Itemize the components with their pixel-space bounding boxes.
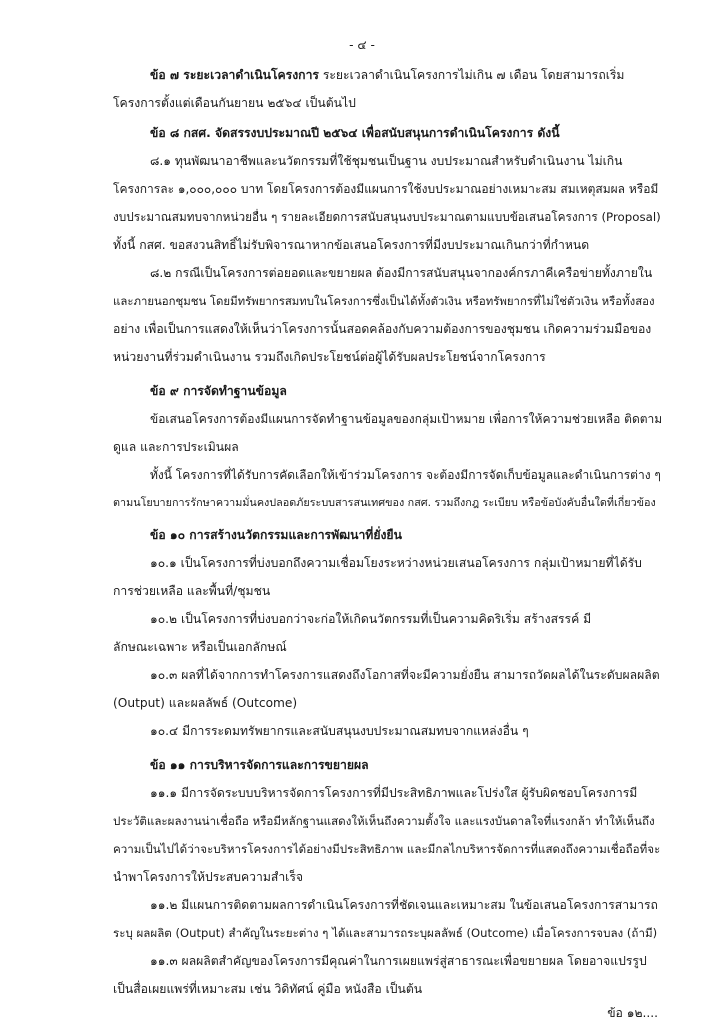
clause-8-1-line: ทั้งนี้ กสศ. ขอสงวนสิทธิ์ไม่รับพิจารณาหากข้อเสนอโครงการที่มีงบประมาณเกินกว่าที่กำหนด xyxy=(113,238,590,252)
clause-9-line: ทั้งนี้ โครงการที่ได้รับการคัดเลือกให้เข้าร่วมโครงการ จะต้องมีการจัดเก็บข้อมูลและดำเนินการต่าง ๆ xyxy=(150,468,661,482)
clause-11-heading: ข้อ ๑๑ การบริหารจัดการและการขยายผล xyxy=(150,758,369,772)
clause-10-4-line: ๑๐.๔ มีการระดมทรัพยากรและสนับสนุนงบประมาณสมทบจากแหล่งอื่น ๆ xyxy=(150,724,529,738)
clause-11-3-line: ๑๑.๓ ผลผลิตสำคัญของโครงการมีคุณค่าในการเผยแพร่สู่สาธารณะเพื่อขยายผล โดยอาจแปรรูป xyxy=(150,954,647,968)
page-number: - ๔ - xyxy=(349,38,375,52)
clause-11-2-line: ๑๑.๒ มีแผนการติดตามผลการดำเนินโครงการที่ชัดเจนและเหมาะสม ในข้อเสนอโครงการสามารถ xyxy=(150,898,658,912)
clause-10-2-line: ๑๐.๒ เป็นโครงการที่บ่งบอกว่าจะก่อให้เกิดนวัตกรรมที่เป็นความคิดริเริ่ม สร้างสรรค์ มี xyxy=(150,612,592,626)
clause-8-1-line: งบประมาณสมทบจากหน่วยอื่น ๆ รายละเอียดการสนับสนุนงบประมาณตามแบบข้อเสนอโครงการ (Proposal) xyxy=(113,210,661,224)
clause-10-3-line: (Output) และผลลัพธ์ (Outcome) xyxy=(113,696,298,710)
clause-7-text: ระยะเวลาดำเนินโครงการไม่เกิน ๗ เดือน โดยสามารถเริ่ม xyxy=(322,68,625,82)
clause-11-1-line: ความเป็นไปได้ว่าจะบริหารโครงการได้อย่างมีประสิทธิภาพ และมีกลไกบริหารจัดการที่แสดงถึงความเชื่อถือที่จะ xyxy=(113,842,661,856)
clause-8-2-line: อย่าง เพื่อเป็นการแสดงให้เห็นว่าโครงการนั้นสอดคล้องกับความต้องการของชุมชน เกิดความร่วมมือของ xyxy=(113,322,652,336)
clause-9-line: ข้อเสนอโครงการต้องมีแผนการจัดทำฐานข้อมูลของกลุ่มเป้าหมาย เพื่อการให้ความช่วยเหลือ ติดตาม xyxy=(150,412,663,426)
clause-7-line-2: โครงการตั้งแต่เดือนกันยายน ๒๕๖๔ เป็นต้นไป xyxy=(113,96,356,110)
clause-8-2-line: และภายนอกชุมชน โดยมีทรัพยากรสมทบในโครงการซึ่งเป็นได้ทั้งตัวเงิน หรือทรัพยากรที่ไม่ใช่ตัวเงิน หรือทั้งสอง xyxy=(113,294,655,308)
clause-8-1-line: โครงการละ ๑,๐๐๐,๐๐๐ บาท โดยโครงการต้องมีแผนการใช้งบประมาณอย่างเหมาะสม สมเหตุสมผล หรือมี xyxy=(113,182,659,196)
clause-9-line: ดูแล และการประเมินผล xyxy=(113,440,239,454)
clause-10-3-line: ๑๐.๓ ผลที่ได้จากการทำโครงการแสดงถึงโอกาสที่จะมีความยั่งยืน สามารถวัดผลได้ในระดับผลผลิต xyxy=(150,668,660,682)
clause-10-1-line: ๑๐.๑ เป็นโครงการที่บ่งบอกถึงความเชื่อมโยงระหว่างหน่วยเสนอโครงการ กลุ่มเป้าหมายที่ได้รับ xyxy=(150,556,642,570)
clause-8-2-line: หน่วยงานที่ร่วมดำเนินงาน รวมถึงเกิดประโยชน์ต่อผู้ได้รับผลประโยชน์จากโครงการ xyxy=(113,350,546,364)
clause-10-1-line: การช่วยเหลือ และพื้นที่/ชุมชน xyxy=(113,584,271,598)
clause-7-heading: ข้อ ๗ ระยะเวลาดำเนินโครงการ xyxy=(150,68,319,82)
clause-10-2-line: ลักษณะเฉพาะ หรือเป็นเอกลักษณ์ xyxy=(113,640,287,654)
clause-11-2-line: ระบุ ผลผลิต (Output) สำคัญในระยะต่าง ๆ ได้และสามารถระบุผลลัพธ์ (Outcome) เมื่อโครงการจบลง (ถ้ามี) xyxy=(113,926,658,940)
clause-7-first-line xyxy=(150,66,624,84)
clause-11-1-line: ๑๑.๑ มีการจัดระบบบริหารจัดการโครงการที่มีประสิทธิภาพและโปร่งใส ผู้รับผิดชอบโครงการมี xyxy=(150,786,638,800)
clause-8-1-line: ๘.๑ ทุนพัฒนาอาชีพและนวัตกรรมที่ใช้ชุมชนเป็นฐาน งบประมาณสำหรับดำเนินงาน ไม่เกิน xyxy=(150,154,623,168)
clause-8-2-line: ๘.๒ กรณีเป็นโครงการต่อยอดและขยายผล ต้องมีการสนับสนุนจากองค์กรภาคีเครือข่ายทั้งภายใน xyxy=(150,266,653,280)
clause-9-heading: ข้อ ๙ การจัดทำฐานข้อมูล xyxy=(150,384,287,398)
clause-11-1-line: นำพาโครงการให้ประสบความสำเร็จ xyxy=(113,870,304,884)
clause-8-heading: ข้อ ๘ กสศ. จัดสรรงบประมาณปี ๒๕๖๔ เพื่อสนับสนุนการดำเนินโครงการ ดังนี้ xyxy=(150,126,560,140)
clause-10-heading: ข้อ ๑๐ การสร้างนวัตกรรมและการพัฒนาที่ยั่งยืน xyxy=(150,528,402,542)
clause-9-line: ตามนโยบายการรักษาความมั่นคงปลอดภัยระบบสารสนเทศของ กสศ. รวมถึงกฎ ระเบียบ หรือข้อบังคับอื่นใดที่เกี่ยวข้อง xyxy=(113,496,656,509)
clause-11-1-line: ประวัติและผลงานน่าเชื่อถือ หรือมีหลักฐานแสดงให้เห็นถึงความตั้งใจ และแรงบันดาลใจที่แรงกล้า ทำให้เห็นถึง xyxy=(113,814,655,828)
clause-11-3-line: เป็นสื่อเผยแพร่ที่เหมาะสม เช่น วิดิทัศน์ คู่มือ หนังสือ เป็นต้น xyxy=(113,982,423,996)
continuation-marker: ข้อ ๑๒.... xyxy=(607,1006,658,1020)
